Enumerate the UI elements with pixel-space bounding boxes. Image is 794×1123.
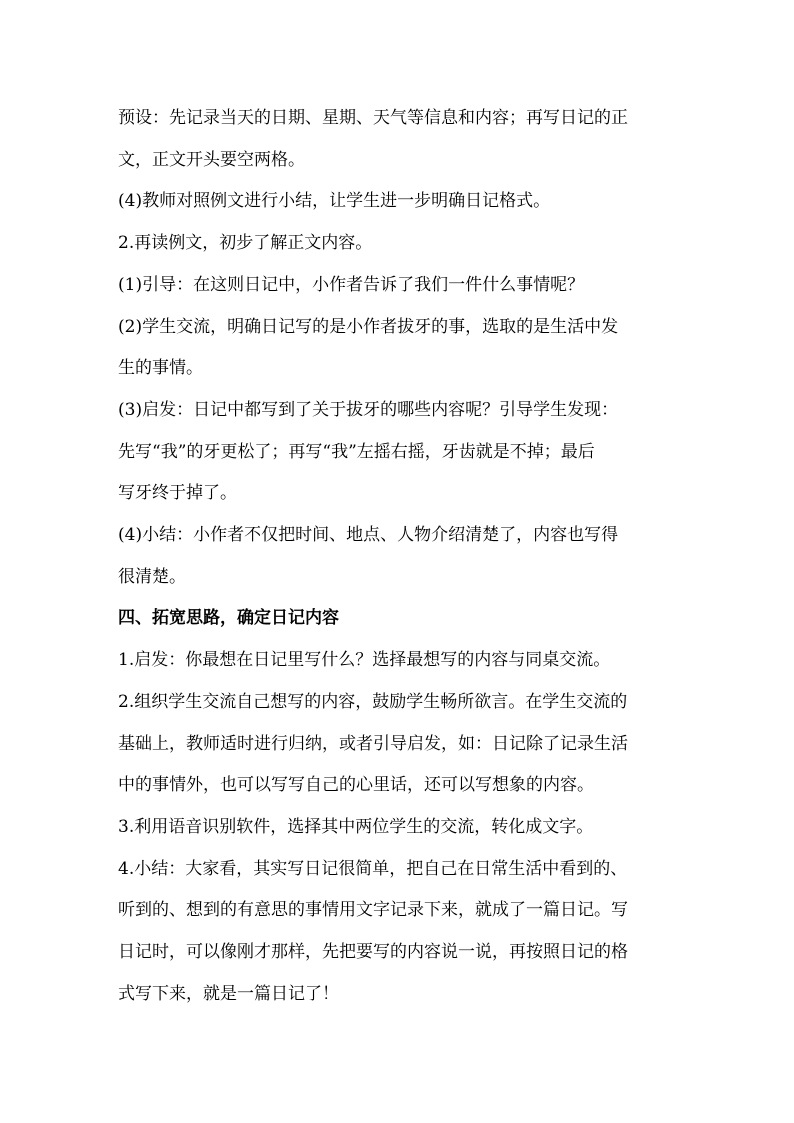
text-line: 1.启发：你最想在日记里写什么？选择最想写的内容与同桌交流。 (118, 650, 611, 671)
text-line: 2.组织学生交流自己想写的内容，鼓励学生畅所欲言。在学生交流的 (118, 691, 628, 712)
text-line: 2.再读例文，初步了解正文内容。 (118, 233, 373, 254)
text-line: 4.小结：大家看，其实写日记很简单，把自己在日常生活中看到的、 (118, 858, 628, 879)
text-line: 听到的、想到的有意思的事情用文字记录下来，就成了一篇日记。写 (118, 900, 628, 921)
text-line: 写牙终于掉了。 (118, 483, 237, 504)
text-line: (1)引导：在这则日记中，小作者告诉了我们一件什么事情呢？ (118, 274, 585, 295)
text-line: 先写“我”的牙更松了；再写“我”左摇右摇，牙齿就是不掉；最后 (118, 441, 595, 462)
text-line: (3)启发：日记中都写到了关于拔牙的哪些内容呢？引导学生发现： (118, 399, 619, 420)
text-line: 很清楚。 (118, 566, 186, 587)
document-page (118, 98, 684, 1015)
text-line: 日记时，可以像刚才那样，先把要写的内容说一说，再按照日记的格 (118, 942, 628, 963)
text-line: (4)教师对照例文进行小结，让学生进一步明确日记格式。 (118, 191, 551, 212)
text-line: (2)学生交流，明确日记写的是小作者拔牙的事，选取的是生活中发 (118, 316, 619, 337)
text-line: 预设：先记录当天的日期、星期、天气等信息和内容；再写日记的正 (118, 108, 628, 128)
section-heading: 四、拓宽思路，确定日记内容 (118, 608, 339, 629)
text-line: 文，正文开头要空两格。 (118, 149, 305, 170)
text-line: 3.利用语音识别软件，选择其中两位学生的交流，转化成文字。 (118, 816, 594, 837)
text-line: (4)小结：小作者不仅把时间、地点、人物介绍清楚了，内容也写得 (118, 525, 619, 546)
text-line: 基础上，教师适时进行归纳，或者引导启发，如：日记除了记录生活 (118, 733, 628, 754)
text-line: 式写下来，就是一篇日记了！ (118, 983, 339, 1004)
text-line: 中的事情外，也可以写写自己的心里话，还可以写想象的内容。 (118, 775, 594, 796)
text-line: 生的事情。 (118, 358, 203, 379)
